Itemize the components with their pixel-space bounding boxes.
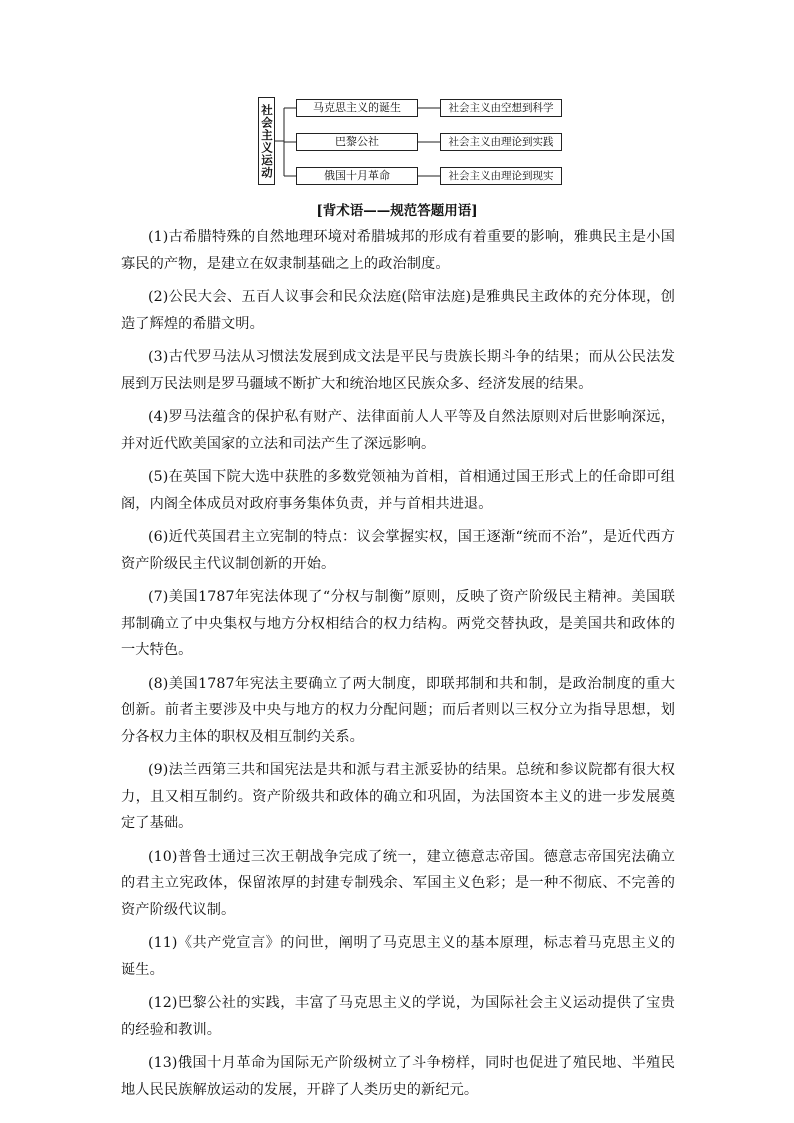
diagram-event-1: 巴黎公社 <box>296 133 418 151</box>
diagram-result-0: 社会主义由空想到科学 <box>440 99 562 117</box>
term-paragraph-7: (7)美国1787年宪法体现了“分权与制衡”原则，反映了资产阶级民主精神。美国联邦制确立了中央集权与地方分权相结合的权力结构。两党交替执政，是美国共和政体的一大特色。 <box>121 589 675 658</box>
term-paragraph-11: (11)《共产党宣言》的问世，阐明了马克思主义的基本原理，标志着马克思主义的诞生。 <box>121 935 675 978</box>
term-paragraph-3: (3)古代罗马法从习惯法发展到成文法是平民与贵族长期斗争的结果；而从公民法发展到万民法则是罗马疆域不断扩大和统治地区民族众多、经济发展的结果。 <box>121 349 675 392</box>
term-paragraph-1: (1)古希腊特殊的自然地理环境对希腊城邦的形成有着重要的影响，雅典民主是小国寡民的产物，是建立在奴隶制基础之上的政治制度。 <box>121 229 675 272</box>
terms-list <box>121 224 675 1110</box>
term-paragraph-12: (12)巴黎公社的实践，丰富了马克思主义的学说，为国际社会主义运动提供了宝贵的经验和教训。 <box>121 995 675 1038</box>
term-paragraph-8: (8)美国1787年宪法主要确立了两大制度，即联邦制和共和制，是政治制度的重大创新。前者主要涉及中央与地方的权力分配问题；而后者则以三权分立为指导思想，划分各权力主体的职权及相互制约关系。 <box>121 675 675 745</box>
term-paragraph-5: (5)在英国下院大选中获胜的多数党领袖为首相，首相通过国王形式上的任命即可组阁，内阁全体成员对政府事务集体负责，并与首相共进退。 <box>121 469 675 512</box>
diagram-event-2: 俄国十月革命 <box>296 167 418 185</box>
term-paragraph-2: (2)公民大会、五百人议事会和民众法庭(陪审法庭)是雅典民主政体的充分体现，创造了辉煌的希腊文明。 <box>121 289 675 332</box>
term-paragraph-6: (6)近代英国君主立宪制的特点：议会掌握实权，国王逐渐“统而不治”，是近代西方资产阶级民主代议制创新的开始。 <box>121 529 675 572</box>
term-paragraph-9: (9)法兰西第三共和国宪法是共和派与君主派妥协的结果。总统和参议院都有很大权力，且又相互制约。资产阶级共和政体的确立和巩固，为法国资本主义的进一步发展奠定了基础。 <box>121 762 675 831</box>
diagram-result-1: 社会主义由理论到实践 <box>440 133 562 151</box>
section-heading: [背术语——规范答题用语] <box>316 203 478 219</box>
term-paragraph-13: (13)俄国十月革命为国际无产阶级树立了斗争榜样，同时也促进了殖民地、半殖民地人民民族解放运动的发展，开辟了人类历史的新纪元。 <box>121 1055 675 1098</box>
term-paragraph-10: (10)普鲁士通过三次王朝战争完成了统一，建立德意志帝国。德意志帝国宪法确立的君主立宪政体，保留浓厚的封建专制残余、军国主义色彩；是一种不彻底、不完善的资产阶级代议制。 <box>121 848 675 918</box>
diagram-root-label: 社会主义运动 <box>258 97 275 185</box>
term-paragraph-4: (4)罗马法蕴含的保护私有财产、法律面前人人平等及自然法原则对后世影响深远，并对近代欧美国家的立法和司法产生了深远影响。 <box>121 409 675 452</box>
diagram-result-2: 社会主义由理论到现实 <box>440 167 562 185</box>
concept-diagram <box>258 97 568 187</box>
diagram-event-0: 马克思主义的诞生 <box>296 99 418 117</box>
